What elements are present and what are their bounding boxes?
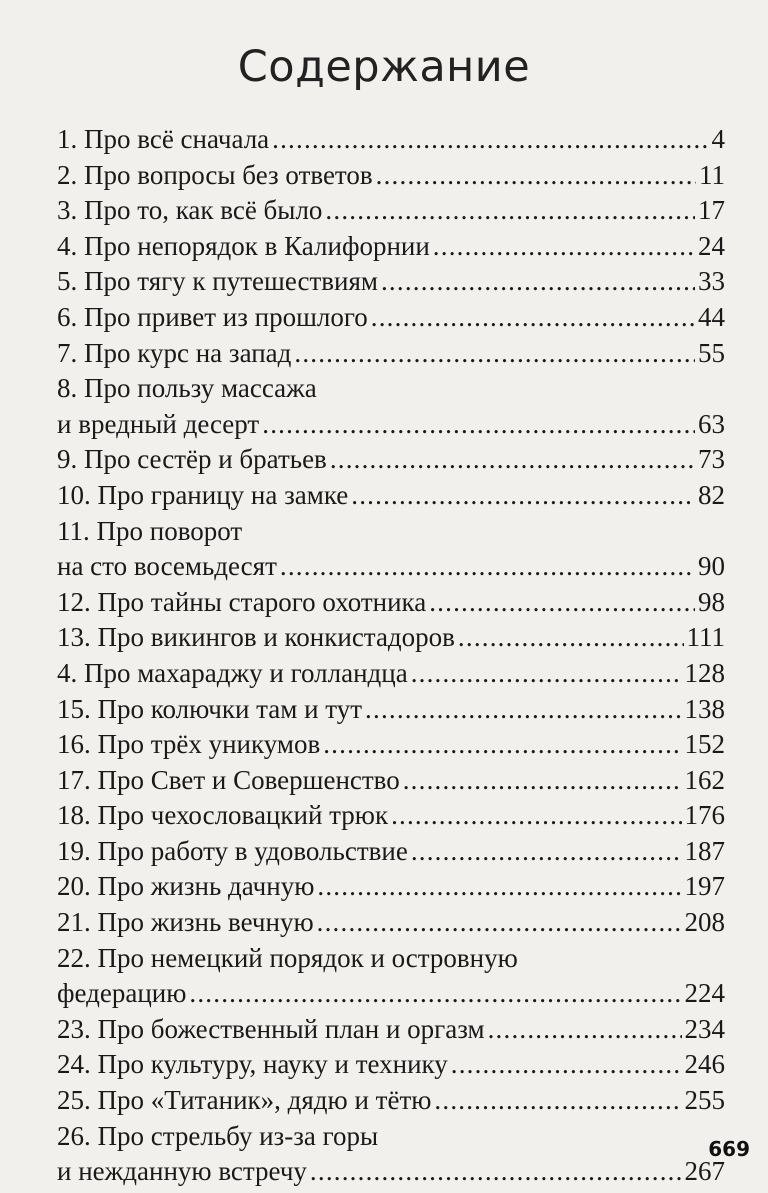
- toc-entry: [57, 727, 725, 763]
- toc-entry-row: [57, 336, 725, 372]
- toc-entry-row: [57, 158, 725, 194]
- toc-entry-page-number: 267: [684, 1156, 725, 1187]
- toc-entry-title: 17. Про Свет и Совершенство: [57, 764, 400, 795]
- toc-entry: [57, 763, 725, 799]
- toc-entry-row: [57, 692, 725, 728]
- toc-entry-title: и нежданную встречу: [57, 1156, 307, 1187]
- toc-entry-row: [57, 798, 725, 834]
- toc-entry: [57, 585, 725, 621]
- toc-entry: [57, 229, 725, 265]
- toc-entry-title: 13. Про викингов и конкистадоров: [57, 622, 455, 653]
- toc-entry: [57, 869, 725, 905]
- toc-entry-title: 12. Про тайны старого охотника: [57, 586, 427, 617]
- toc-entry-row: [57, 1047, 725, 1083]
- dot-leader: [371, 300, 695, 336]
- toc-entry-row: [57, 1012, 725, 1048]
- toc-entry: [57, 656, 725, 692]
- toc-entry-row: [57, 834, 725, 870]
- toc-entry-page-number: 44: [698, 301, 725, 332]
- dot-leader: [317, 905, 682, 941]
- toc-entry-title: 9. Про сестёр и братьев: [57, 444, 327, 475]
- dot-leader: [411, 656, 682, 692]
- toc-entry-title: 10. Про границу на замке: [57, 479, 349, 510]
- toc-entry-page-number: 98: [698, 586, 725, 617]
- dot-leader: [451, 1047, 682, 1083]
- toc-entry-title: 4. Про махараджу и голландца: [57, 657, 408, 688]
- toc-entry-title-first-line: 22. Про немецкий порядок и островную: [57, 942, 518, 973]
- dot-leader: [376, 158, 696, 194]
- toc-entry: [57, 692, 725, 728]
- toc-entry-page-number: 17: [698, 195, 725, 226]
- toc-entry-title: 21. Про жизнь вечную: [57, 907, 314, 938]
- toc-entry-page-number: 4: [711, 124, 725, 154]
- toc-entry: [57, 941, 725, 1012]
- toc-entry-title: 2. Про вопросы без ответов: [57, 159, 373, 190]
- toc-entry-page-number: 55: [698, 337, 725, 368]
- dot-leader: [294, 336, 695, 372]
- toc-entry-title: 18. Про чехословацкий трюк: [57, 800, 389, 831]
- toc-entry-row: [57, 727, 725, 763]
- toc-entry-title: 6. Про привет из прошлого: [57, 301, 368, 332]
- toc-entry-row: [57, 585, 725, 621]
- toc-entry: [57, 798, 725, 834]
- toc-entry-title: федерацию: [57, 978, 187, 1009]
- dot-leader: [458, 620, 684, 656]
- toc-entry-row: [57, 478, 725, 514]
- toc-entry-title: 1. Про всё сначала: [57, 124, 270, 154]
- toc-entry-page-number: 33: [698, 266, 725, 297]
- toc-entry-row: [57, 1154, 725, 1190]
- dot-leader: [310, 1154, 682, 1190]
- toc-entry-page-number: 152: [684, 729, 725, 760]
- toc-entry-page-number: 90: [698, 551, 725, 582]
- toc-entry-page-number: 128: [684, 657, 725, 688]
- toc-entry-page-number: 138: [684, 693, 725, 724]
- dot-leader: [365, 692, 681, 728]
- dot-leader: [381, 264, 695, 300]
- dot-leader: [330, 442, 695, 478]
- toc-entry: [57, 1047, 725, 1083]
- toc-entry-row: [57, 905, 725, 941]
- toc-entry-title: на сто восемьдесят: [57, 551, 277, 582]
- toc-entry-page-number: 255: [684, 1085, 725, 1116]
- toc-entry: [57, 1119, 725, 1190]
- toc-entry-page-number: 11: [699, 159, 725, 190]
- dot-leader: [403, 763, 682, 799]
- dot-leader: [262, 407, 695, 443]
- toc-entry-row: [57, 976, 725, 1012]
- toc-entry: [57, 834, 725, 870]
- toc-entry-title-first-line: 26. Про стрельбу из-за горы: [57, 1120, 379, 1151]
- toc-entry-title-first-line: 8. Про пользу массажа: [57, 373, 317, 404]
- toc-entry-title: 23. Про божественный план и оргазм: [57, 1013, 485, 1044]
- toc-entry-row: [57, 442, 725, 478]
- toc-entry-title: 15. Про колючки там и тут: [57, 693, 363, 724]
- toc-entry-page-number: 82: [698, 479, 725, 510]
- toc-entry-title: 4. Про непорядок в Калифорнии: [57, 230, 430, 261]
- toc-entry: [57, 193, 725, 229]
- toc-entry-title: 20. Про жизнь дачную: [57, 871, 315, 902]
- toc-entry-title: 24. Про культуру, науку и технику: [57, 1049, 448, 1080]
- toc-entry-row: [57, 122, 725, 158]
- toc-entry: [57, 905, 725, 941]
- toc-entry: [57, 122, 725, 158]
- toc-entry: [57, 158, 725, 194]
- toc-entry-row: [57, 229, 725, 265]
- page-number: 669: [708, 1137, 750, 1161]
- toc-entry-row: [57, 407, 725, 443]
- toc-entry-row: [57, 193, 725, 229]
- toc-entry: [57, 300, 725, 336]
- dot-leader: [433, 229, 695, 265]
- toc-entry-row: [57, 763, 725, 799]
- toc-entry: [57, 620, 725, 656]
- dot-leader: [280, 549, 695, 585]
- toc-entry-page-number: 224: [684, 978, 725, 1009]
- toc-entry-title: 16. Про трёх уникумов: [57, 729, 321, 760]
- toc-entry: [57, 1012, 725, 1048]
- table-of-contents: [57, 122, 725, 1190]
- toc-entry-title-first-line: 11. Про поворот: [57, 515, 243, 546]
- toc-entry-row: [57, 620, 725, 656]
- dot-leader: [488, 1012, 682, 1048]
- dot-leader: [317, 869, 681, 905]
- dot-leader: [323, 727, 681, 763]
- dot-leader: [272, 122, 708, 158]
- toc-entry-title: 5. Про тягу к путешествиям: [57, 266, 378, 297]
- toc-entry-page-number: 246: [684, 1049, 725, 1080]
- toc-entry-page-number: 73: [698, 444, 725, 475]
- toc-entry-row: [57, 869, 725, 905]
- toc-entry: [57, 264, 725, 300]
- toc-entry-page-number: 162: [684, 764, 725, 795]
- toc-entry-row: [57, 656, 725, 692]
- toc-entry: [57, 371, 725, 442]
- toc-entry-page-number: 197: [684, 871, 725, 902]
- toc-entry-title: 7. Про курс на запад: [57, 337, 292, 368]
- dot-leader: [434, 1083, 681, 1119]
- toc-entry-title: 25. Про «Титаник», дядю и тётю: [57, 1085, 432, 1116]
- toc-entry-row: [57, 1083, 725, 1119]
- toc-entry-row: [57, 549, 725, 585]
- dot-leader: [429, 585, 695, 621]
- toc-entry-page-number: 63: [698, 408, 725, 439]
- toc-entry: [57, 336, 725, 372]
- toc-entry: [57, 442, 725, 478]
- toc-entry-page-number: 176: [684, 800, 725, 831]
- dot-leader: [189, 976, 681, 1012]
- toc-entry-title: 3. Про то, как всё было: [57, 195, 323, 226]
- toc-entry: [57, 514, 725, 585]
- toc-entry-row: [57, 300, 725, 336]
- toc-entry-page-number: 111: [686, 622, 725, 653]
- toc-entry-row: [57, 264, 725, 300]
- dot-leader: [411, 834, 682, 870]
- page-title: Содержание: [237, 42, 531, 92]
- toc-entry-page-number: 187: [684, 835, 725, 866]
- toc-entry-page-number: 24: [698, 230, 725, 261]
- toc-entry-title: 19. Про работу в удовольствие: [57, 835, 408, 866]
- toc-entry-page-number: 234: [684, 1013, 725, 1044]
- toc-entry-title: и вредный десерт: [57, 408, 260, 439]
- toc-entry: [57, 1083, 725, 1119]
- dot-leader: [325, 193, 695, 229]
- toc-entry-page-number: 208: [684, 907, 725, 938]
- dot-leader: [351, 478, 695, 514]
- toc-entry: [57, 478, 725, 514]
- dot-leader: [391, 798, 681, 834]
